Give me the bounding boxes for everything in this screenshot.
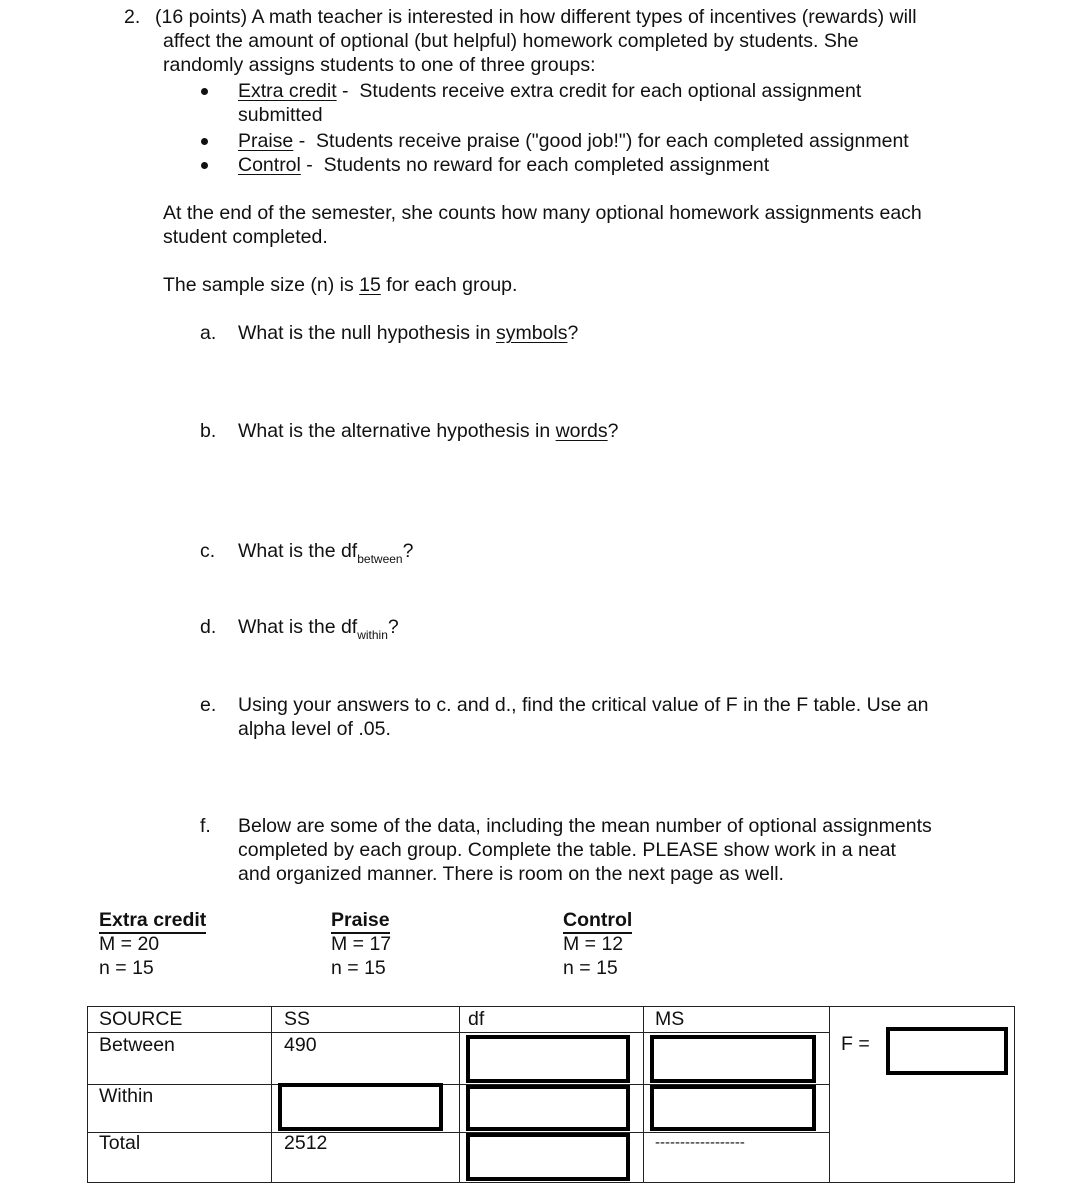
table-border-bottom — [87, 1182, 1015, 1183]
group-stat-name: Praise — [331, 908, 390, 934]
part-c-after: ? — [402, 540, 414, 562]
group-separator: - — [336, 80, 354, 102]
group-stat-n: n = 15 — [99, 957, 154, 979]
question-intro-text: A math teacher is interested in how different types of incentives (rewards) will — [251, 6, 917, 28]
bullet-icon — [201, 162, 208, 169]
question-intro-line2: affect the amount of optional (but helpful) homework completed by students. She — [163, 30, 859, 52]
part-b-label: b. — [200, 420, 217, 442]
part-f-line2: completed by each group. Complete the table. PLEASE show work in a neat — [238, 839, 896, 861]
part-a-before: What is the null hypothesis in — [238, 322, 496, 344]
group-desc: Students receive praise ("good job!") for each completed assignment — [316, 130, 909, 152]
question-intro-line3: randomly assigns students to one of three groups: — [163, 54, 596, 76]
answer-box-ss-within[interactable] — [278, 1083, 443, 1131]
row-source-within: Within — [99, 1085, 154, 1107]
group-stat-name: Control — [563, 908, 632, 934]
part-e-line2: alpha level of .05. — [238, 718, 391, 740]
part-a-label: a. — [200, 322, 217, 344]
part-b-after: ? — [607, 420, 619, 442]
group-stat-n: n = 15 — [331, 957, 386, 979]
group-stat-mean: M = 20 — [99, 933, 160, 955]
table-col-divider — [271, 1006, 272, 1183]
sample-suffix: for each group. — [380, 274, 518, 296]
part-f-line1: Below are some of the data, including the mean number of optional assignments — [238, 815, 932, 837]
table-border-right — [1014, 1006, 1015, 1183]
table-border-top — [87, 1006, 1015, 1007]
table-col-divider — [643, 1006, 644, 1183]
part-d-before: What is the df — [238, 616, 358, 638]
f-label: F = — [841, 1033, 870, 1055]
part-d-after: ? — [387, 616, 399, 638]
row-ss-between: 490 — [284, 1034, 317, 1056]
answer-box-df-between[interactable] — [466, 1035, 630, 1083]
group-desc: Students receive extra credit for each optional assignment — [359, 80, 862, 102]
question-points: (16 points) — [155, 6, 248, 28]
part-f-label: f. — [200, 815, 211, 837]
group-stat-name: Extra credit — [99, 908, 206, 934]
part-a-text — [238, 321, 578, 345]
group-desc: Students no reward for each completed assignment — [323, 154, 770, 176]
group-stat-n: n = 15 — [563, 957, 618, 979]
sample-value: 15 — [359, 274, 381, 296]
answer-box-ms-within[interactable] — [650, 1085, 816, 1131]
group-name: Control — [238, 154, 301, 176]
part-a-after: ? — [567, 322, 579, 344]
bullet-icon — [201, 138, 208, 145]
part-e-line1: Using your answers to c. and d., find the critical value of F in the F table. Use an — [238, 694, 929, 716]
bullet-icon — [201, 88, 208, 95]
part-c-subscript: between — [357, 552, 403, 566]
answer-box-df-total[interactable] — [466, 1133, 630, 1181]
table-col-divider — [459, 1006, 460, 1183]
group-separator: - — [293, 130, 311, 152]
part-b-before: What is the alternative hypothesis in — [238, 420, 556, 442]
group-stat-mean: M = 12 — [563, 933, 624, 955]
row-source-between: Between — [99, 1034, 175, 1056]
row-source-total: Total — [99, 1132, 141, 1154]
sample-size-line — [163, 273, 517, 297]
end-line1: At the end of the semester, she counts how many optional homework assignments each — [163, 202, 922, 224]
header-source: SOURCE — [99, 1008, 183, 1030]
group-extra-credit-desc2: submitted — [238, 104, 323, 126]
part-f-line3: and organized manner. There is room on the next page as well. — [238, 863, 784, 885]
table-col-divider — [829, 1006, 830, 1183]
group-praise-line — [238, 129, 909, 153]
group-stat-mean: M = 17 — [331, 933, 392, 955]
question-intro-line1 — [155, 5, 917, 29]
group-separator: - — [300, 154, 319, 176]
part-c-before: What is the df — [238, 540, 358, 562]
part-c-label: c. — [200, 540, 216, 562]
table-row-divider — [87, 1032, 829, 1033]
part-e-label: e. — [200, 694, 217, 716]
header-ms: MS — [655, 1008, 685, 1030]
end-line2: student completed. — [163, 226, 328, 248]
part-d-text — [238, 615, 399, 641]
answer-box-ms-between[interactable] — [650, 1035, 816, 1083]
answer-box-f[interactable] — [886, 1027, 1008, 1075]
question-number: 2. — [124, 6, 141, 28]
header-ss: SS — [284, 1008, 311, 1030]
part-b-emph: words — [555, 420, 608, 442]
row-ss-total: 2512 — [284, 1132, 328, 1154]
group-name: Extra credit — [238, 80, 337, 102]
ms-total-dashes: ------------------ — [655, 1134, 745, 1151]
group-name: Praise — [238, 130, 294, 152]
part-d-label: d. — [200, 616, 217, 638]
group-extra-credit-line — [238, 79, 861, 103]
group-control-line — [238, 153, 769, 177]
part-a-emph: symbols — [495, 322, 568, 344]
sample-prefix: The sample size (n) is — [163, 274, 360, 296]
table-border-left — [87, 1006, 88, 1183]
part-b-text — [238, 419, 618, 443]
answer-box-df-within[interactable] — [466, 1085, 630, 1131]
header-df: df — [468, 1008, 485, 1030]
part-d-subscript: within — [357, 628, 388, 642]
part-c-text — [238, 539, 413, 565]
